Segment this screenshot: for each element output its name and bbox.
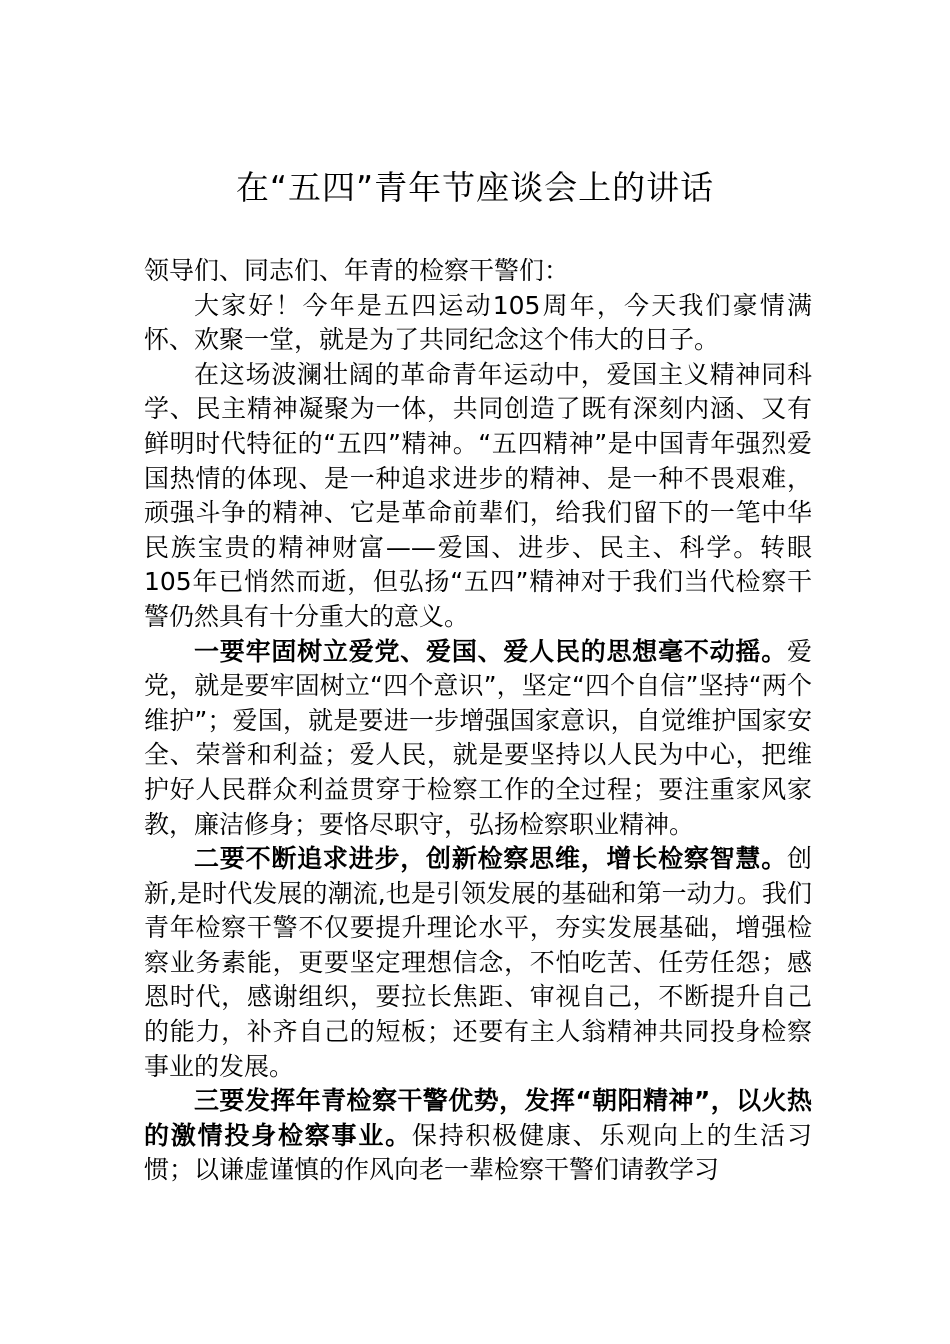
point-three-body: 保持积极健康、乐观向上的生活习惯；以谦虚谨慎的作风向老一辈检察干警们请教学习 bbox=[144, 1120, 812, 1185]
paragraph-point-three bbox=[144, 1084, 812, 1188]
page-title: 在“五四”青年节座谈会上的讲话 bbox=[235, 168, 715, 207]
speech-body bbox=[144, 254, 812, 1188]
paragraph-point-two bbox=[144, 842, 812, 1084]
paragraph-may-fourth-spirit: 在这场波澜壮阔的革命青年运动中，爱国主义精神同科学、民主精神凝聚为一体，共同创造了既有深刻内涵、又有鲜明时代特征的“五四”精神。“五四精神”是中国青年强烈爱国热情的体现、是一种追求进步的精神、是一种不畏艰难，顽强斗争的精神、它是革命前辈们，给我们留下的一笔中华民族宝贵的精神财富——爱国、进步、民主、科学。转眼105年已悄然而逝，但弘扬“五四”精神对于我们当代检察干警仍然具有十分重大的意义。 bbox=[144, 359, 812, 631]
point-two-body: 创新,是时代发展的潮流,也是引领发展的基础和第一动力。我们青年检察干警不仅要提升理论水平，夯实发展基础，增强检察业务素能，更要坚定理想信念，不怕吃苦、任劳任怨；感恩时代，感谢组织，要拉长焦距、审视自己，不断提升自己的能力，补齐自己的短板；还要有主人翁精神共同投身检察事业的发展。 bbox=[144, 844, 812, 1081]
paragraph-point-one bbox=[144, 635, 812, 843]
point-one-body: 爱党，就是要牢固树立“四个意识”，坚定“四个自信”坚持“两个维护”；爱国，就是要进一步增强国家意识，自觉维护国家安全、荣誉和利益；爱人民，就是要坚持以人民为中心，把维护好人民群众利益贯穿于检察工作的全过程；要注重家风家教，廉洁修身；要恪尽职守，弘扬检察职业精神。 bbox=[144, 636, 812, 839]
point-two-heading: 二要不断追求进步，创新检察思维，增长检察智慧。 bbox=[194, 844, 787, 874]
point-three-heading: 三要发挥年青检察干警优势，发挥“朝阳精神”，以火热的激情投身检察事业。 bbox=[144, 1086, 812, 1150]
point-one-heading: 一要牢固树立爱党、爱国、爱人民的思想毫不动摇。 bbox=[194, 636, 787, 666]
paragraph-greeting: 大家好！今年是五四运动105周年，今天我们豪情满怀、欢聚一堂，就是为了共同纪念这个伟大的日子。 bbox=[144, 290, 812, 355]
salutation: 领导们、同志们、年青的检察干警们： bbox=[144, 256, 570, 285]
